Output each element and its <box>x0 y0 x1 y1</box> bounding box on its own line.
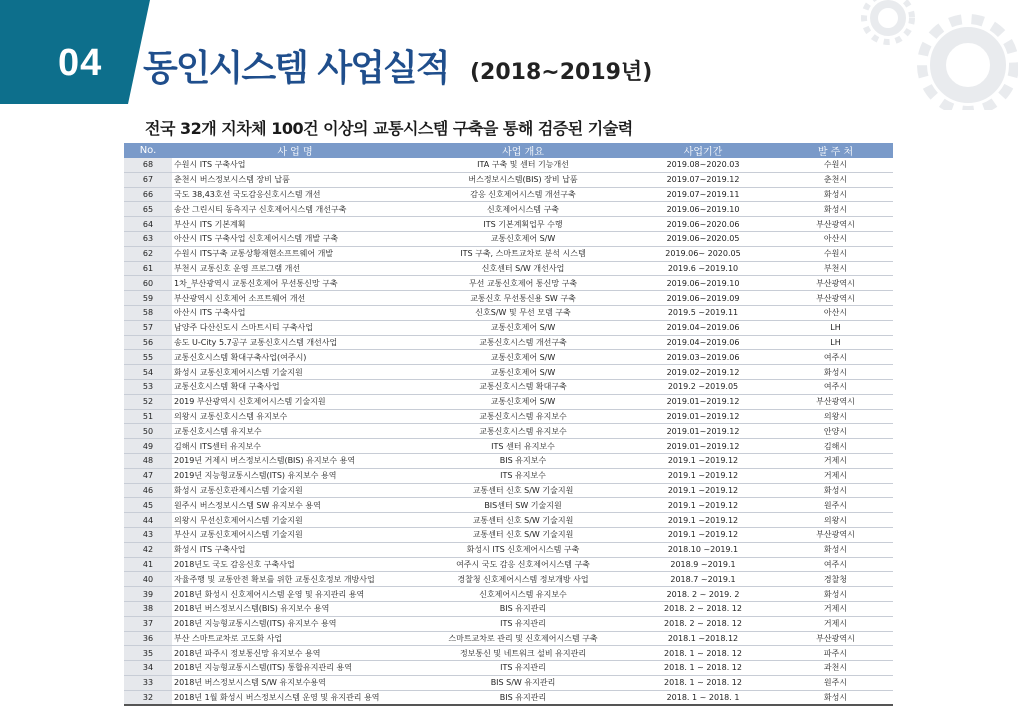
cell-no: 61 <box>124 261 172 276</box>
cell-period: 2018. 1 ~ 2018. 12 <box>628 646 778 661</box>
cell-client: 과천시 <box>778 661 893 676</box>
cell-no: 57 <box>124 320 172 335</box>
cell-client: 의왕시 <box>778 409 893 424</box>
cell-description: ITS 유지관리 <box>418 616 628 631</box>
cell-period: 2018. 1 ~ 2018. 12 <box>628 675 778 690</box>
cell-period: 2018. 2 ~ 2019. 2 <box>628 587 778 602</box>
cell-project-name: 화성시 교통신호제어시스템 기술지원 <box>172 365 418 380</box>
cell-project-name: 남양주 다산신도시 스마트시티 구축사업 <box>172 320 418 335</box>
cell-no: 59 <box>124 291 172 306</box>
cell-project-name: 수원시 ITS구축 교통상황재현소프트웨어 개발 <box>172 246 418 261</box>
cell-period: 2019.1 ~2019.12 <box>628 513 778 528</box>
cell-project-name: 교통신호시스템 확대구축사업(여주시) <box>172 350 418 365</box>
table-row <box>124 601 893 616</box>
cell-description: ITS 유지보수 <box>418 468 628 483</box>
cell-project-name: 화성시 교통신호관제시스템 기술지원 <box>172 483 418 498</box>
cell-description: 정보통신 및 네트워크 설비 유지관리 <box>418 646 628 661</box>
cell-period: 2019.06~2019.09 <box>628 291 778 306</box>
cell-no: 33 <box>124 675 172 690</box>
column-header-client: 발 주 처 <box>778 143 893 158</box>
cell-period: 2019.1 ~2019.12 <box>628 468 778 483</box>
cell-period: 2018. 2 ~ 2018. 12 <box>628 616 778 631</box>
cell-client: 원주시 <box>778 498 893 513</box>
cell-description: 신호센터 S/W 개선사업 <box>418 261 628 276</box>
cell-period: 2019.6 ~2019.10 <box>628 261 778 276</box>
cell-no: 63 <box>124 231 172 246</box>
cell-no: 48 <box>124 453 172 468</box>
cell-description: 교통신호제어 S/W <box>418 365 628 380</box>
cell-description: 화성시 ITS 신호제어시스템 구축 <box>418 542 628 557</box>
table-row <box>124 646 893 661</box>
table-row <box>124 379 893 394</box>
cell-description: 교통신호시스템 유지보수 <box>418 424 628 439</box>
cell-project-name: 2018년 파주시 정보통신망 유지보수 용역 <box>172 646 418 661</box>
cell-period: 2019.2 ~2019.05 <box>628 379 778 394</box>
table-row <box>124 542 893 557</box>
cell-client: 화성시 <box>778 365 893 380</box>
cell-period: 2019.07~2019.12 <box>628 172 778 187</box>
cell-description: 교통센터 신호 S/W 기술지원 <box>418 513 628 528</box>
table-row <box>124 468 893 483</box>
cell-no: 38 <box>124 601 172 616</box>
cell-period: 2019.06~2020.05 <box>628 231 778 246</box>
table-row <box>124 187 893 202</box>
table-row <box>124 246 893 261</box>
cell-project-name: 2019년 지능형교통시스템(ITS) 유지보수 용역 <box>172 468 418 483</box>
cell-client: 수원시 <box>778 158 893 172</box>
cell-no: 56 <box>124 335 172 350</box>
cell-project-name: 아산시 ITS 구축사업 <box>172 305 418 320</box>
cell-no: 58 <box>124 305 172 320</box>
cell-project-name: 송산 그린시티 동측지구 신호제어시스템 개선구축 <box>172 202 418 217</box>
table-row <box>124 513 893 528</box>
table-row <box>124 587 893 602</box>
cell-period: 2019.03~2019.06 <box>628 350 778 365</box>
cell-description: 교통신호시스템 개선구축 <box>418 335 628 350</box>
cell-description: 신호제어시스템 유지보수 <box>418 587 628 602</box>
cell-project-name: 부산광역시 신호제어 소프트웨어 개선 <box>172 291 418 306</box>
table-row <box>124 320 893 335</box>
cell-client: 부천시 <box>778 261 893 276</box>
cell-period: 2019.07~2019.11 <box>628 187 778 202</box>
column-header-name: 사 업 명 <box>172 143 418 158</box>
cell-project-name: 2018년 화성시 신호제어시스템 운영 및 유지관리 용역 <box>172 587 418 602</box>
cell-description: 교통신호 무선통신용 SW 구축 <box>418 291 628 306</box>
cell-no: 45 <box>124 498 172 513</box>
table-row <box>124 453 893 468</box>
table-row <box>124 483 893 498</box>
column-header-description: 사업 개요 <box>418 143 628 158</box>
cell-project-name: 수원시 ITS 구축사업 <box>172 158 418 172</box>
cell-client: 화성시 <box>778 587 893 602</box>
cell-project-name: 2018년 지능형교통시스템(ITS) 통합유지관리 용역 <box>172 661 418 676</box>
cell-description: BIS 유지관리 <box>418 690 628 705</box>
section-number: 04 <box>58 42 103 84</box>
cell-period: 2019.06~2019.10 <box>628 276 778 291</box>
cell-client: 화성시 <box>778 202 893 217</box>
cell-period: 2019.1 ~2019.12 <box>628 498 778 513</box>
table-row <box>124 631 893 646</box>
cell-period: 2018.9 ~2019.1 <box>628 557 778 572</box>
cell-no: 68 <box>124 158 172 172</box>
cell-project-name: 2019년 거제시 버스정보시스템(BIS) 유지보수 용역 <box>172 453 418 468</box>
table-row <box>124 439 893 454</box>
cell-no: 64 <box>124 217 172 232</box>
cell-client: 아산시 <box>778 231 893 246</box>
cell-period: 2019.01~2019.12 <box>628 409 778 424</box>
cell-period: 2019.08~2020.03 <box>628 158 778 172</box>
cell-description: ITS 센터 유지보수 <box>418 439 628 454</box>
cell-client: 아산시 <box>778 305 893 320</box>
cell-period: 2019.1 ~2019.12 <box>628 527 778 542</box>
cell-description: 교통신호시스템 유지보수 <box>418 409 628 424</box>
cell-project-name: 국도 38,43호선 국도감응신호시스템 개선 <box>172 187 418 202</box>
table-row <box>124 675 893 690</box>
cell-description: 스마트교차로 관리 및 신호제어시스템 구축 <box>418 631 628 646</box>
cell-client: 화성시 <box>778 542 893 557</box>
cell-period: 2018. 1 ~ 2018. 12 <box>628 661 778 676</box>
cell-project-name: 교통신호시스템 유지보수 <box>172 424 418 439</box>
cell-no: 37 <box>124 616 172 631</box>
cell-description: 경찰청 신호제어시스템 정보개방 사업 <box>418 572 628 587</box>
cell-client: 부산광역시 <box>778 291 893 306</box>
cell-period: 2019.1 ~2019.12 <box>628 453 778 468</box>
cell-project-name: 2018년도 국도 감응신호 구축사업 <box>172 557 418 572</box>
cell-description: 교통센터 신호 S/W 기술지원 <box>418 527 628 542</box>
cell-client: 경찰청 <box>778 572 893 587</box>
cell-description: BIS S/W 유지관리 <box>418 675 628 690</box>
cell-description: BIS 유지보수 <box>418 453 628 468</box>
cell-description: ITA 구축 및 센터 기능개선 <box>418 158 628 172</box>
cell-client: 여주시 <box>778 379 893 394</box>
cell-project-name: 부천시 교통신호 운영 프로그램 개선 <box>172 261 418 276</box>
cell-period: 2019.06~2020.06 <box>628 217 778 232</box>
cell-description: ITS 기본계획업무 수행 <box>418 217 628 232</box>
cell-period: 2019.04~2019.06 <box>628 320 778 335</box>
cell-period: 2018. 2 ~ 2018. 12 <box>628 601 778 616</box>
cell-no: 54 <box>124 365 172 380</box>
table-row <box>124 661 893 676</box>
cell-client: 거제시 <box>778 468 893 483</box>
cell-project-name: 2019 부산광역시 신호제어시스템 기술지원 <box>172 394 418 409</box>
cell-client: 의왕시 <box>778 513 893 528</box>
cell-project-name: 자율주행 및 교통안전 확보를 위한 교통신호정보 개방사업 <box>172 572 418 587</box>
cell-no: 66 <box>124 187 172 202</box>
cell-project-name: 2018년 지능형교통시스템(ITS) 유지보수 용역 <box>172 616 418 631</box>
cell-description: 교통신호제어 S/W <box>418 231 628 246</box>
cell-client: 안양시 <box>778 424 893 439</box>
cell-no: 32 <box>124 690 172 705</box>
cell-client: 부산광역시 <box>778 394 893 409</box>
cell-period: 2019.01~2019.12 <box>628 394 778 409</box>
table-row <box>124 409 893 424</box>
cell-description: 여주시 국도 감응 신호제어시스템 구축 <box>418 557 628 572</box>
cell-client: 화성시 <box>778 690 893 705</box>
table-row <box>124 305 893 320</box>
table-row <box>124 572 893 587</box>
cell-project-name: 부산시 ITS 기본계획 <box>172 217 418 232</box>
cell-project-name: 2018년 버스정보시스템(BIS) 유지보수 용역 <box>172 601 418 616</box>
cell-no: 43 <box>124 527 172 542</box>
cell-project-name: 김해시 ITS센터 유지보수 <box>172 439 418 454</box>
cell-description: 교통신호시스템 확대구축 <box>418 379 628 394</box>
page-title: 동인시스템 사업실적 <box>143 48 449 89</box>
column-header-period: 사업기간 <box>628 143 778 158</box>
cell-description: 감응 신호제어시스템 개선구축 <box>418 187 628 202</box>
cell-description: ITS 유지관리 <box>418 661 628 676</box>
cell-no: 47 <box>124 468 172 483</box>
cell-project-name: 아산시 ITS 구축사업 신호제어시스템 개발 구축 <box>172 231 418 246</box>
table-row <box>124 557 893 572</box>
cell-client: 부산광역시 <box>778 527 893 542</box>
cell-no: 35 <box>124 646 172 661</box>
cell-project-name: 부산 스마트교차로 고도화 사업 <box>172 631 418 646</box>
project-records-table <box>124 143 893 706</box>
cell-period: 2018.10 ~2019.1 <box>628 542 778 557</box>
table-row <box>124 158 893 172</box>
table-row <box>124 231 893 246</box>
table-row <box>124 527 893 542</box>
table-row <box>124 350 893 365</box>
cell-no: 60 <box>124 276 172 291</box>
cell-project-name: 춘천시 버스정보시스템 장비 납품 <box>172 172 418 187</box>
cell-period: 2018.1 ~2018.12 <box>628 631 778 646</box>
cell-period: 2019.06~2019.10 <box>628 202 778 217</box>
cell-client: 화성시 <box>778 483 893 498</box>
cell-no: 42 <box>124 542 172 557</box>
cell-period: 2019.02~2019.12 <box>628 365 778 380</box>
cell-period: 2018.7 ~2019.1 <box>628 572 778 587</box>
cell-client: 수원시 <box>778 246 893 261</box>
cell-client: 거제시 <box>778 616 893 631</box>
cell-description: 교통신호제어 S/W <box>418 394 628 409</box>
cell-project-name: 원주시 버스정보시스템 SW 유지보수 용역 <box>172 498 418 513</box>
table-row <box>124 202 893 217</box>
cell-project-name: 2018년 버스정보시스템 S/W 유지보수용역 <box>172 675 418 690</box>
cell-project-name: 송도 U-City 5.7공구 교통신호시스템 개선사업 <box>172 335 418 350</box>
table-row <box>124 335 893 350</box>
cell-no: 41 <box>124 557 172 572</box>
cell-no: 44 <box>124 513 172 528</box>
table-row <box>124 424 893 439</box>
cell-no: 46 <box>124 483 172 498</box>
cell-project-name: 의왕시 교통신호시스템 유지보수 <box>172 409 418 424</box>
cell-description: 버스정보시스템(BIS) 장비 납품 <box>418 172 628 187</box>
cell-client: 원주시 <box>778 675 893 690</box>
cell-description: 신호S/W 및 무선 모뎀 구축 <box>418 305 628 320</box>
cell-description: ITS 구축, 스마트교차로 분석 시스템 <box>418 246 628 261</box>
cell-client: 김해시 <box>778 439 893 454</box>
cell-no: 39 <box>124 587 172 602</box>
cell-no: 62 <box>124 246 172 261</box>
cell-client: 춘천시 <box>778 172 893 187</box>
cell-no: 49 <box>124 439 172 454</box>
cell-description: 교통센터 신호 S/W 기술지원 <box>418 483 628 498</box>
cell-project-name: 부산시 교통신호제어시스템 기술지원 <box>172 527 418 542</box>
table-row <box>124 217 893 232</box>
table-row <box>124 276 893 291</box>
title-years: (2018~2019년) <box>470 60 653 85</box>
cell-no: 50 <box>124 424 172 439</box>
cell-period: 2019.04~2019.06 <box>628 335 778 350</box>
cell-description: 교통신호제어 S/W <box>418 350 628 365</box>
cell-description: 신호제어시스템 구축 <box>418 202 628 217</box>
table-row <box>124 365 893 380</box>
cell-no: 40 <box>124 572 172 587</box>
cell-client: 여주시 <box>778 350 893 365</box>
cell-project-name: 화성시 ITS 구축사업 <box>172 542 418 557</box>
cell-period: 2019.1 ~2019.12 <box>628 483 778 498</box>
cell-description: 무선 교통신호제어 통신망 구축 <box>418 276 628 291</box>
table-row <box>124 498 893 513</box>
cell-period: 2019.01~2019.12 <box>628 439 778 454</box>
cell-client: 거제시 <box>778 453 893 468</box>
cell-description: BIS 유지관리 <box>418 601 628 616</box>
cell-project-name: 의왕시 무선신호제어시스템 기술지원 <box>172 513 418 528</box>
cell-no: 52 <box>124 394 172 409</box>
cell-client: 부산광역시 <box>778 276 893 291</box>
cell-client: LH <box>778 335 893 350</box>
table-row <box>124 690 893 705</box>
cell-no: 36 <box>124 631 172 646</box>
cell-no: 51 <box>124 409 172 424</box>
cell-no: 55 <box>124 350 172 365</box>
table-header-row <box>124 143 893 158</box>
cell-no: 53 <box>124 379 172 394</box>
cell-no: 65 <box>124 202 172 217</box>
cell-client: 파주시 <box>778 646 893 661</box>
cell-no: 67 <box>124 172 172 187</box>
cell-period: 2019.5 ~2019.11 <box>628 305 778 320</box>
table-row <box>124 261 893 276</box>
table-body <box>124 158 893 705</box>
cell-client: 부산광역시 <box>778 631 893 646</box>
cell-client: 여주시 <box>778 557 893 572</box>
cell-no: 34 <box>124 661 172 676</box>
table-row <box>124 616 893 631</box>
cell-client: 화성시 <box>778 187 893 202</box>
cell-period: 2019.01~2019.12 <box>628 424 778 439</box>
table-row <box>124 172 893 187</box>
cell-description: 교통신호제어 S/W <box>418 320 628 335</box>
cell-period: 2019.06~ 2020.05 <box>628 246 778 261</box>
cell-period: 2018. 1 ~ 2018. 1 <box>628 690 778 705</box>
cell-client: LH <box>778 320 893 335</box>
cell-description: BIS센터 SW 기술지원 <box>418 498 628 513</box>
cell-project-name: 교통신호시스템 확대 구축사업 <box>172 379 418 394</box>
table-row <box>124 394 893 409</box>
cell-client: 거제시 <box>778 601 893 616</box>
column-header-no: No. <box>124 143 172 158</box>
gear-icon <box>858 0 1018 110</box>
table-row <box>124 291 893 306</box>
cell-client: 부산광역시 <box>778 217 893 232</box>
cell-project-name: 1차_부산광역시 교통신호제어 무선통신망 구축 <box>172 276 418 291</box>
subtitle: 전국 32개 지차체 100건 이상의 교통시스템 구축을 통해 검증된 기술력 <box>145 119 633 138</box>
cell-project-name: 2018년 1월 화성시 버스정보시스템 운영 및 유지관리 용역 <box>172 690 418 705</box>
